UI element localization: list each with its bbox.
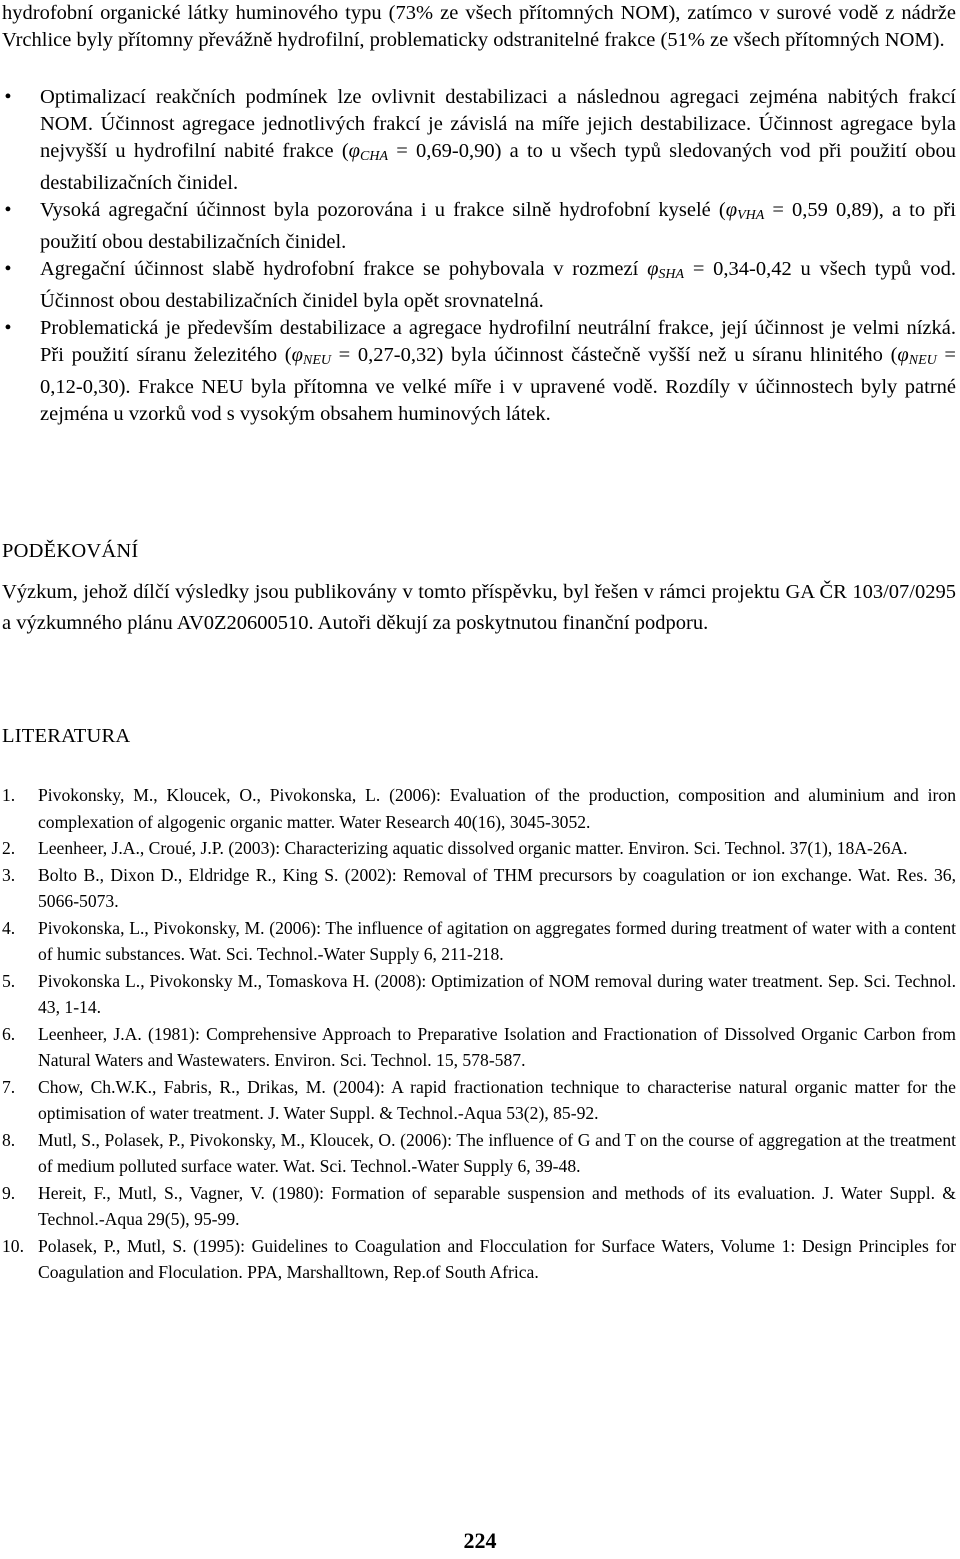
conclusion-text: Agregační účinnost slabě hydrofobní frakce se pohybovala v rozmezí — [40, 258, 648, 280]
reference-text: Pivokonsky, M., Kloucek, O., Pivokonska, L. (2006): Evaluation of the production, composition and aluminium and iron complexation of algogenic organic matter. Water Research 40(16), 3045-3052. — [38, 785, 956, 832]
acknowledgement-text: Výzkum, jehož dílčí výsledky jsou publikovány v tomto příspěvku, byl řešen v rámci projektu GA ČR 103/07/0295 a výzkumného plánu AV0Z20600510. Autoři děkují za poskytnutou finanční podporu. — [2, 581, 956, 634]
phi-symbol: φ — [348, 140, 361, 162]
reference-item — [0, 862, 956, 915]
bullet-icon: • — [4, 258, 12, 280]
reference-number: 6. — [2, 1023, 16, 1044]
reference-list — [0, 782, 956, 1286]
fraction-subscript: VHA — [737, 208, 765, 223]
reference-number: 3. — [2, 864, 16, 885]
reference-text: Pivokonska L., Pivokonsky M., Tomaskova H. (2008): Optimization of NOM removal during water treatment. Sep. Sci. Technol. 43, 1-14. — [38, 970, 956, 1017]
fraction-subscript: CHA — [360, 149, 389, 164]
reference-number: 4. — [2, 917, 16, 938]
reference-text: Leenheer, J.A., Croué, J.P. (2003): Characterizing aquatic dissolved organic matter. Environ. Sci. Technol. 37(1), 18A-26A. — [38, 838, 908, 858]
phi-symbol: φ — [725, 199, 738, 221]
reference-item — [0, 1074, 956, 1127]
reference-item — [0, 1233, 956, 1286]
conclusion-text: Vysoká agregační účinnost byla pozorována i u frakce silně hydrofobní kyselé ( — [40, 199, 726, 221]
reference-text: Bolto B., Dixon D., Eldridge R., King S. (2002): Removal of THM precursors by coagulation or ion exchange. Wat. Res. 36, 5066-5073. — [38, 864, 956, 911]
reference-item — [0, 782, 956, 835]
reference-number: 2. — [2, 838, 16, 858]
fraction-subscript: SHA — [658, 267, 685, 282]
reference-text: Pivokonska, L., Pivokonsky, M. (2006): The influence of agitation on aggregates formed during treatment of water with a content of humic substances. Wat. Sci. Technol.-Water Supply 6, 211-218. — [38, 917, 956, 964]
page-number: 224 — [463, 1528, 497, 1553]
reference-number: 5. — [2, 970, 16, 991]
conclusion-text: Problematická je především destabilizace a agregace hydrofilní neutrální frakce, její účinnost je velmi nízká. Při použití síranu železitého ( — [40, 317, 956, 366]
reference-text: Hereit, F., Mutl, S., Vagner, V. (1980): Formation of separable suspension and methods of its evaluation. J. Water Suppl. & Technol.-Aqua 29(5), 95-99. — [38, 1182, 956, 1229]
conclusions-list — [0, 84, 956, 428]
reference-text: Leenheer, J.A. (1981): Comprehensive Approach to Preparative Isolation and Fractionation of Dissolved Organic Carbon from Natural Waters and Wastewaters. Environ. Sci. Technol. 15, 578-587. — [38, 1023, 956, 1070]
conclusion-text: Optimalizací reakčních podmínek lze ovlivnit destabilizaci a následnou agregaci zejména nabitých frakcí NOM. Účinnost agregace jednotlivých frakcí je závislá na míře jejich destabilizace. Účinnost agregace byla nejvyšší u hydrofilní nabité frakce ( — [40, 86, 956, 162]
acknowledgement-heading: PODĚKOVÁNÍ — [2, 540, 139, 562]
reference-text: Polasek, P., Mutl, S. (1995): Guidelines to Coagulation and Flocculation for Surface Waters, Volume 1: Design Principles for Coagulation and Floculation. PPA, Marshalltown, Rep.of South Africa. — [38, 1235, 956, 1282]
reference-item — [0, 1127, 956, 1180]
phi-symbol: φ — [291, 344, 303, 366]
bullet-icon: • — [4, 317, 12, 339]
reference-item — [0, 968, 956, 1021]
reference-number: 1. — [2, 785, 16, 805]
reference-item — [0, 835, 956, 862]
fraction-subscript: NEU — [908, 353, 937, 368]
reference-text: Mutl, S., Polasek, P., Pivokonsky, M., Kloucek, O. (2006): The influence of G and T on the course of aggregation at the treatment of medium polluted surface water. Wat. Sci. Technol.-Water Supply 6, 39-48. — [38, 1129, 956, 1176]
reference-number: 9. — [2, 1182, 16, 1203]
conclusion-text: = 0,12-0,30). Frakce NEU byla přítomna ve velké míře i v upravené vodě. Rozdíly v účinnostech byly patrné zejména u vzorků vod s vysokým obsahem huminových látek. — [40, 344, 956, 425]
reference-number: 10. — [2, 1235, 24, 1256]
conclusion-item — [0, 197, 956, 256]
reference-item — [0, 1021, 956, 1074]
intro-paragraph: hydrofobní organické látky huminového typu (73% ze všech přítomných NOM), zatímco v surové vodě z nádrže Vrchlice byly přítomny převážně hydrofilní, problematicky odstranitelné frakce (51% ze všech přítomných NOM). — [2, 2, 956, 51]
fraction-subscript: NEU — [302, 353, 331, 368]
conclusion-text: = 0,69-0,90) a to u všech typů sledovaných vod při použití obou destabilizačních činidel. — [40, 140, 956, 194]
conclusion-item — [0, 84, 956, 197]
conclusion-text: = 0,27-0,32) byla účinnost částečně vyšší než u síranu hlinitého ( — [330, 344, 898, 366]
reference-number: 8. — [2, 1129, 16, 1150]
phi-symbol: φ — [647, 258, 659, 280]
reference-item — [0, 915, 956, 968]
literature-heading: LITERATURA — [2, 725, 131, 747]
reference-text: Chow, Ch.W.K., Fabris, R., Drikas, M. (2004): A rapid fractionation technique to characterise natural organic matter for the optimisation of water treatment. J. Water Suppl. & Technol.-Aqua 53(2), 85-92. — [38, 1076, 956, 1123]
conclusion-text: = 0,59 0,89), a to při použití obou destabilizačních činidel. — [40, 199, 956, 253]
conclusion-item — [0, 315, 956, 428]
reference-item — [0, 1180, 956, 1233]
conclusion-item — [0, 256, 956, 315]
conclusion-text: = 0,34-0,42 u všech typů vod. Účinnost obou destabilizačních činidel byla opět srovnatelná. — [40, 258, 956, 312]
bullet-icon: • — [4, 86, 12, 108]
phi-symbol: φ — [897, 344, 909, 366]
reference-number: 7. — [2, 1076, 16, 1097]
bullet-icon: • — [4, 199, 12, 221]
